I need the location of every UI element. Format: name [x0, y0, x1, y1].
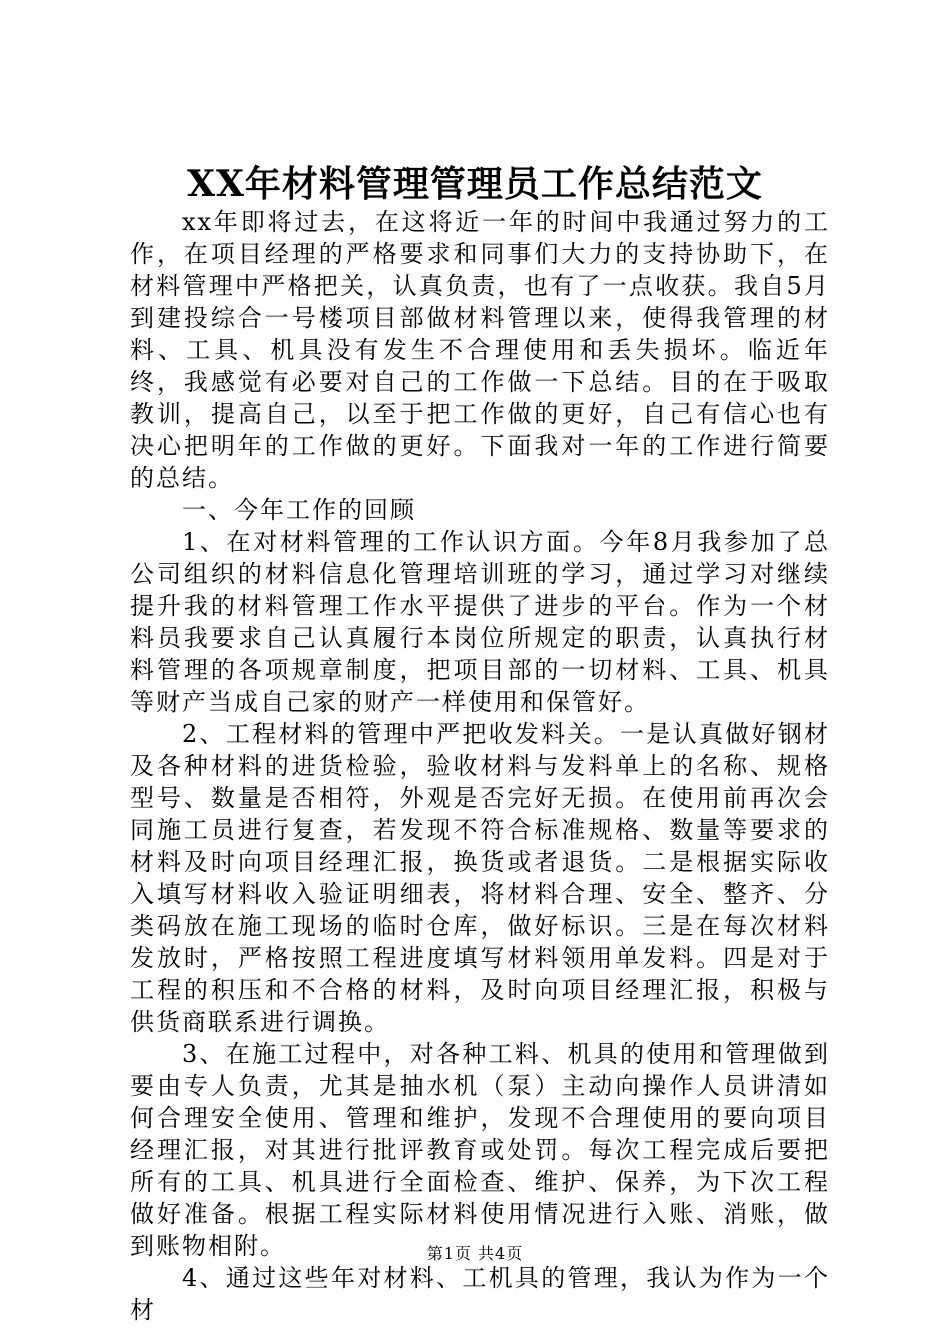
- paragraph-item-1: 1、在对材料管理的工作认识方面。今年8月我参加了总公司组织的材料信息化管理培训班的学习，通过学习对继续提升我的材料管理工作水平提供了进步的平台。作为一个材料员我要求自己认真履行本岗位所规定的职责，认真执行材料管理的各项规章制度，把项目部的一切材料、工具、机具等财产当成自己家的财产一样使用和保管好。: [130, 528, 830, 716]
- paragraph-item-4: 4、通过这些年对材料、工机具的管理，我认为作为一个材: [130, 1264, 830, 1324]
- paragraph-intro: xx年即将过去，在这将近一年的时间中我通过努力的工作，在项目经理的严格要求和同事们大力的支持协助下，在材料管理中严格把关，认真负责，也有了一点收获。我自5月到建投综合一号楼项目部做材料管理以来，使得我管理的材料、工具、机具没有发生不合理使用和丢失损坏。临近年终，我感觉有必要对自己的工作做一下总结。目的在于吸取教训，提高自己，以至于把工作做的更好，自己有信心也有决心把明年的工作做的更好。下面我对一年的工作进行简要的总结。: [130, 208, 830, 492]
- document-title: XX年材料管理管理员工作总结范文: [187, 163, 763, 205]
- document-body: [130, 206, 830, 1326]
- page-footer: [0, 1244, 950, 1264]
- paragraph-item-3: 3、在施工过程中，对各种工料、机具的使用和管理做到要由专人负责，尤其是抽水机（泵）主动向操作人员讲清如何合理安全使用、管理和维护，发现不合理使用的要向项目经理汇报，对其进行批评教育或处罚。每次工程完成后要把所有的工具、机具进行全面检查、维护、保养，为下次工程做好准备。根据工程实际材料使用情况进行入账、消账，做到账物相附。: [130, 1040, 830, 1260]
- page-number: 第1页 共4页: [426, 1244, 524, 1263]
- paragraph-item-2: 2、工程材料的管理中严把收发料关。一是认真做好钢材及各种材料的进货检验，验收材料与发料单上的名称、规格型号、数量是否相符，外观是否完好无损。在使用前再次会同施工员进行复查，若发现不符合标准规格、数量等要求的材料及时向项目经理汇报，换货或者退货。二是根据实际收入填写材料收入验证明细表，将材料合理、安全、整齐、分类码放在施工现场的临时仓库，做好标识。三是在每次材料发放时，严格按照工程进度填写材料领用单发料。四是对于工程的积压和不合格的材料，及时向项目经理汇报，积极与供货商联系进行调换。: [130, 720, 830, 1036]
- section-heading-review: 一、今年工作的回顾: [182, 496, 416, 524]
